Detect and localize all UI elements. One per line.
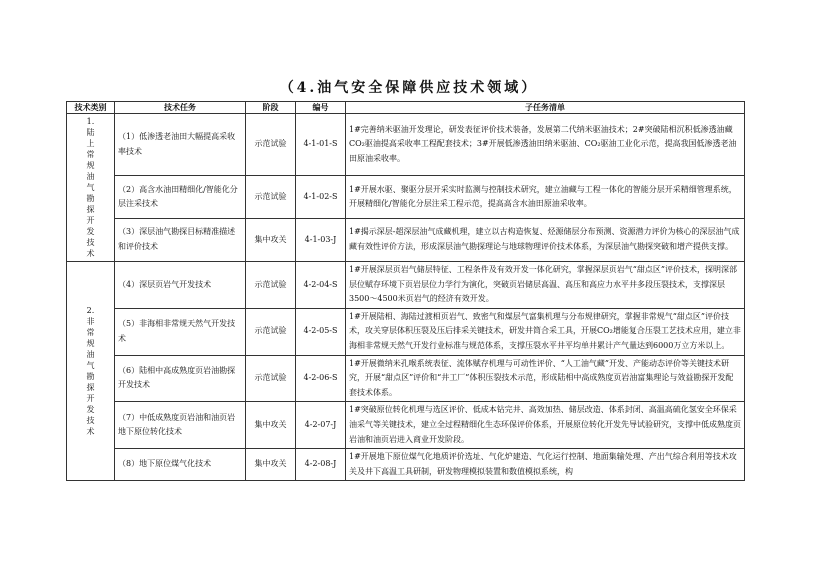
header-code: 编号: [296, 102, 346, 114]
task-cell: （1）低渗透老油田大幅提高采收率技术: [115, 114, 246, 176]
code-cell: 4-1-03-J: [296, 219, 346, 262]
table-row: [67, 402, 745, 449]
subtask-cell: 1#开展深层页岩气储层特征、工程条件及有效开发一体化研究，掌握深层页岩气“甜点区”评价技术，探明深部层位赋存环境下页岩层位力学行为演化，突破页岩储层高温、高压和高应力水平井多段压裂技术，支撑深层3500～4500米页岩气的经济有效开发。: [346, 262, 745, 309]
stage-cell: 集中攻关: [246, 402, 296, 449]
header-task: 技术任务: [115, 102, 246, 114]
category-cell: 1.陆上常规油气勘探开发技术: [67, 114, 115, 262]
table-row: [67, 449, 745, 481]
task-cell: （2）高含水油田精细化/智能化分层注采技术: [115, 176, 246, 219]
code-cell: 4-1-01-S: [296, 114, 346, 176]
stage-cell: 示范试验: [246, 308, 296, 355]
stage-cell: 示范试验: [246, 355, 296, 402]
task-cell: （4）深层页岩气开发技术: [115, 262, 246, 309]
task-cell: （8）地下原位煤气化技术: [115, 449, 246, 481]
stage-cell: 示范试验: [246, 176, 296, 219]
subtask-cell: 1#突破原位转化机理与选区评价、低成本钻完井、高效加热、储层改造、体系封闭、高温高硫化氢安全环保采油采气等关键技术，建立全过程精细化生态环保评价体系，开展原位转化开发先导试验研究，支撑中低成熟度页岩油和油页岩进入商业开发阶段。: [346, 402, 745, 449]
subtask-cell: 1#揭示深层-超深层油气成藏机理，建立以古构造恢复、烃源储层分布预测、资源潜力评价为核心的深层油气成藏有效性评价方法，形成深层油气勘探理论与地球物理评价技术体系，为深层油气勘探突破和增产提供支撑。: [346, 219, 745, 262]
subtask-cell: 1#开展地下原位煤气化地质评价选址、气化炉建造、气化运行控制、地面集输处理、产出气综合利用等技术攻关及井下高温工具研制，研发物理模拟装置和数值模拟系统，构: [346, 449, 745, 481]
table-row: [67, 219, 745, 262]
header-category: 技术类别: [67, 102, 115, 114]
table-row: [67, 355, 745, 402]
table-row: [67, 176, 745, 219]
subtask-cell: 1#开展水驱、聚驱分层开采实时监测与控制技术研究，建立油藏与工程一体化的智能分层开采精细管理系统，开展精细化/智能化分层注采工程示范，提高高含水油田原油采收率。: [346, 176, 745, 219]
code-cell: 4-2-06-S: [296, 355, 346, 402]
subtask-cell: 1#开展微纳米孔喉系统表征、流体赋存机理与可动性评价、“人工油气藏”开发、产能动态评价等关键技术研究，开展“甜点区”评价和“井工厂”体积压裂技术示范，形成陆相中高成熟度页岩油富集理论与效益勘探开发配套技术体系。: [346, 355, 745, 402]
subtask-cell: 1#开展陆相、海陆过渡相页岩气、致密气和煤层气富集机理与分布规律研究，掌握非常规气“甜点区”评价技术，攻关穿层体积压裂及压后排采关键技术，研发井筒合采工具，开展CO₂增能复合压裂工艺技术应用，建立非海相非常规天然气开发行业标准与规范体系，支撑压裂水平井平均单井累计产气量达到6000万立方米以上。: [346, 308, 745, 355]
code-cell: 4-2-05-S: [296, 308, 346, 355]
table-header-row: [67, 102, 745, 114]
task-cell: （3）深层油气勘探目标精准描述和评价技术: [115, 219, 246, 262]
header-subtasks: 子任务清单: [346, 102, 745, 114]
code-cell: 4-2-04-S: [296, 262, 346, 309]
stage-cell: 示范试验: [246, 114, 296, 176]
header-stage: 阶段: [246, 102, 296, 114]
task-cell: （5）非海相非常规天然气开发技术: [115, 308, 246, 355]
stage-cell: 集中攻关: [246, 449, 296, 481]
code-cell: 4-2-08-J: [296, 449, 346, 481]
code-cell: 4-1-02-S: [296, 176, 346, 219]
table-row: [67, 308, 745, 355]
stage-cell: 示范试验: [246, 262, 296, 309]
tech-task-table: [66, 101, 745, 481]
table-row: [67, 262, 745, 309]
table-row: [67, 114, 745, 176]
category-cell: 2.非常规油气勘探开发技术: [67, 262, 115, 481]
page-title: （4.油气安全保障供应技术领域）: [279, 80, 539, 96]
task-cell: （7）中低成熟度页岩油和油页岩地下原位转化技术: [115, 402, 246, 449]
subtask-cell: 1#完善纳米驱油开发理论，研发表征评价技术装备，发展第二代纳米驱油技术；2#突破陆相沉积低渗透油藏CO₂驱油提高采收率工程配套技术；3#开展低渗透油田纳米驱油、CO₂驱油工业化示范，提高我国低渗透老油田原油采收率。: [346, 114, 745, 176]
stage-cell: 集中攻关: [246, 219, 296, 262]
task-cell: （6）陆相中高成熟度页岩油勘探开发技术: [115, 355, 246, 402]
code-cell: 4-2-07-J: [296, 402, 346, 449]
